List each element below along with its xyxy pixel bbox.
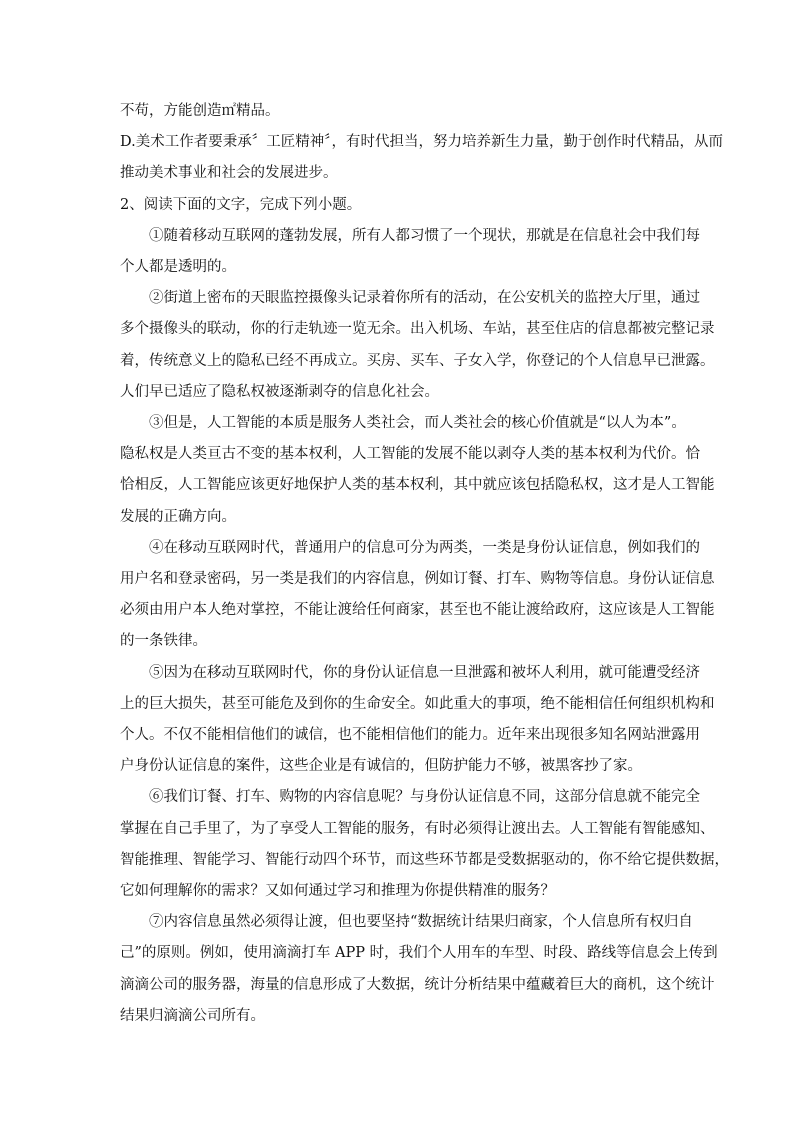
- paragraph-1-start: ①随着移动互联网的蓬勃发展，所有人都习惯了一个现状，那就是在信息社会中我们每: [149, 227, 700, 244]
- text-line: 用户名和登录密码，另一类是我们的内容信息，例如订餐、打车、购物等信息。身份认证信息: [120, 571, 715, 588]
- text-line: 个人。不仅不能相信他们的诚信，也不能相信他们的能力。近年来出现很多知名网站泄露用: [120, 727, 700, 744]
- text-line: 恰相反，人工智能应该更好地保护人类的基本权利，其中就应该包括隐私权，这才是人工智能: [120, 477, 715, 494]
- text-line: 必须由用户本人绝对掌控，不能让渡给任何商家，甚至也不能让渡给政府，这应该是人工智能: [120, 602, 715, 619]
- paragraph-2-start: ②街道上密布的天眼监控摄像头记录着你所有的活动，在公安机关的监控大厅里，通过: [149, 290, 700, 307]
- text-line: 多个摄像头的联动，你的行走轨迹一览无余。出入机场、车站，甚至住店的信息都被完整记录: [120, 321, 715, 338]
- text-line: 智能推理、智能学习、智能行动四个环节，而这些环节都是受数据驱动的，你不给它提供数据，: [120, 851, 729, 868]
- text-line: 着，传统意义上的隐私已经不再成立。买房、买车、子女入学，你登记的个人信息早已泄露。: [120, 352, 715, 369]
- text-line: 隐私权是人类亘古不变的基本权利，人工智能的发展不能以剥夺人类的基本权利为代价。恰: [120, 446, 700, 463]
- text-line: 的一条铁律。: [120, 633, 207, 650]
- text-line: 户身份认证信息的案件，这些企业是有诚信的，但防护能力不够，被黑客抄了家。: [120, 758, 642, 775]
- text-line: 人们早已适应了隐私权被逐渐剥夺的信息化社会。: [120, 383, 439, 400]
- text-line: 不苟，方能创造㎡精品。: [120, 103, 280, 119]
- question-heading: 2、阅读下面的文字，完成下列小题。: [120, 196, 362, 213]
- text-line: 发展的正确方向。: [120, 508, 236, 525]
- paragraph-5-start: ⑤因为在移动互联网时代，你的身份认证信息一旦泄露和被坏人利用，就可能遭受经济: [149, 664, 700, 681]
- text-line: 推动美术事业和社会的发展进步。: [120, 165, 338, 182]
- paragraph-3-start: ③但是，人工智能的本质是服务人类社会，而人类社会的核心价值就是“以人为本”。: [149, 415, 686, 432]
- text-line: 个人都是透明的。: [120, 259, 236, 276]
- paragraph-6-start: ⑥我们订餐、打车、购物的内容信息呢？与身份认证信息不同，这部分信息就不能完全: [149, 789, 700, 806]
- text-line: 掌握在自己手里了，为了享受人工智能的服务，有时必须得让渡出去。人工智能有智能感知、: [120, 820, 715, 837]
- option-d-line: D.美术工作者要秉承〞工匠精神〞，有时代担当，努力培养新生力量，勤于创作时代精品，从而: [120, 134, 723, 151]
- text-line: 上的巨大损失，甚至可能危及到你的生命安全。如此重大的事项，绝不能相信任何组织机构和: [120, 695, 715, 712]
- paragraph-7-start: ⑦内容信息虽然必须得让渡，但也要坚持“数据统计结果归商家，个人信息所有权归自: [149, 914, 693, 931]
- text-line: 结果归滴滴公司所有。: [120, 1007, 265, 1024]
- text-line: 己”的原则。例如，使用滴滴打车 APP 时，我们个人用车的车型、时段、路线等信息会上传到: [120, 945, 718, 962]
- document-body: [120, 96, 729, 1032]
- text-line: 滴滴公司的服务器，海量的信息形成了大数据，统计分析结果中蕴藏着巨大的商机，这个统计: [120, 976, 715, 993]
- text-line: 它如何理解你的需求？又如何通过学习和推理为你提供精准的服务？: [120, 883, 555, 900]
- paragraph-4-start: ④在移动互联网时代，普通用户的信息可分为两类，一类是身份认证信息，例如我们的: [149, 539, 700, 556]
